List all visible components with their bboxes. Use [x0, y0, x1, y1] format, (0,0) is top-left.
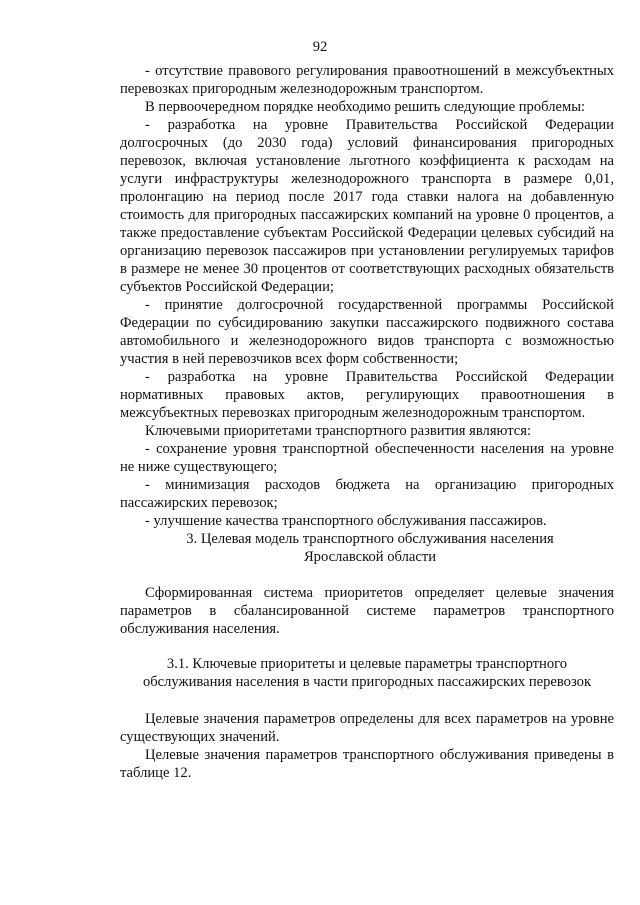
- paragraph-preserve-level: - сохранение уровня транспортной обеспеченности населения на уровне не ниже существующего;: [120, 441, 614, 475]
- page-number: 92: [312, 39, 328, 55]
- paragraph-legal-acts: - разработка на уровне Правительства Российской Федерации нормативных правовых актов, регулирующих правоотношения в межсубъектных перевозках пригородным железнодорожным транспортом.: [120, 369, 614, 421]
- section-3-1-heading-line1: 3.1. Ключевые приоритеты и целевые параметры транспортного: [166, 656, 568, 672]
- problems-section: [120, 62, 614, 530]
- section-3-body: [120, 584, 614, 638]
- paragraph-long-term-financing: - разработка на уровне Правительства Российской Федерации долгосрочных (до 2030 года) условий финансирования пригородных перевозок, включая установление льготного коэффициента к расходам на услуги инфраструктуры железнодорожного транспорта в размере 0,01, пролонгацию на период после 2017 года ставки налога на добавленную стоимость для пригородных пассажирских компаний на уровне 0 процентов, а также предоставление субъектам Российской Федерации целевых субсидий на организацию перевозок пассажиров при установлении регулируемых тарифов в размере не менее 30 процентов от соответствующих расходных обязательств субъектов Российской Федерации;: [120, 117, 614, 295]
- paragraph-key-priorities-intro: Ключевыми приоритетами транспортного развития являются:: [145, 423, 532, 439]
- paragraph-no-regulation: - отсутствие правового регулирования правоотношений в межсубъектных перевозках пригородным железнодорожным транспортом.: [120, 63, 614, 97]
- paragraph-minimize-costs: - минимизация расходов бюджета на организацию пригородных пассажирских перевозок;: [120, 477, 614, 511]
- section-3-1-heading: [120, 655, 614, 691]
- paragraph-target-values-defined: Целевые значения параметров определены для всех параметров на уровне существующих значений.: [120, 711, 614, 745]
- section-3-1-heading-line2: обслуживания населения в части пригородных пассажирских перевозок: [142, 674, 592, 690]
- section-3-1-body: [120, 710, 614, 782]
- section-3-heading: [165, 530, 575, 566]
- paragraph-target-values-table-ref: Целевые значения параметров транспортного обслуживания приведены в таблице 12.: [120, 747, 614, 781]
- section-3-heading-line1: 3. Целевая модель транспортного обслуживания населения: [186, 531, 554, 547]
- paragraph-improve-quality: - улучшение качества транспортного обслуживания пассажиров.: [145, 513, 547, 529]
- paragraph-priority-system: Сформированная система приоритетов определяет целевые значения параметров в сбалансированной системе параметров транспортного обслуживания населения.: [120, 585, 614, 637]
- section-3-heading-line2: Ярославской области: [303, 549, 437, 565]
- paragraph-priority-problems-intro: В первоочередном порядке необходимо решить следующие проблемы:: [145, 99, 586, 115]
- paragraph-state-program: - принятие долгосрочной государственной программы Российской Федерации по субсидированию закупки пассажирского подвижного состава автомобильного и железнодорожного видов транспорта с возможностью участия в ней перевозчиков всех форм собственности;: [120, 297, 614, 367]
